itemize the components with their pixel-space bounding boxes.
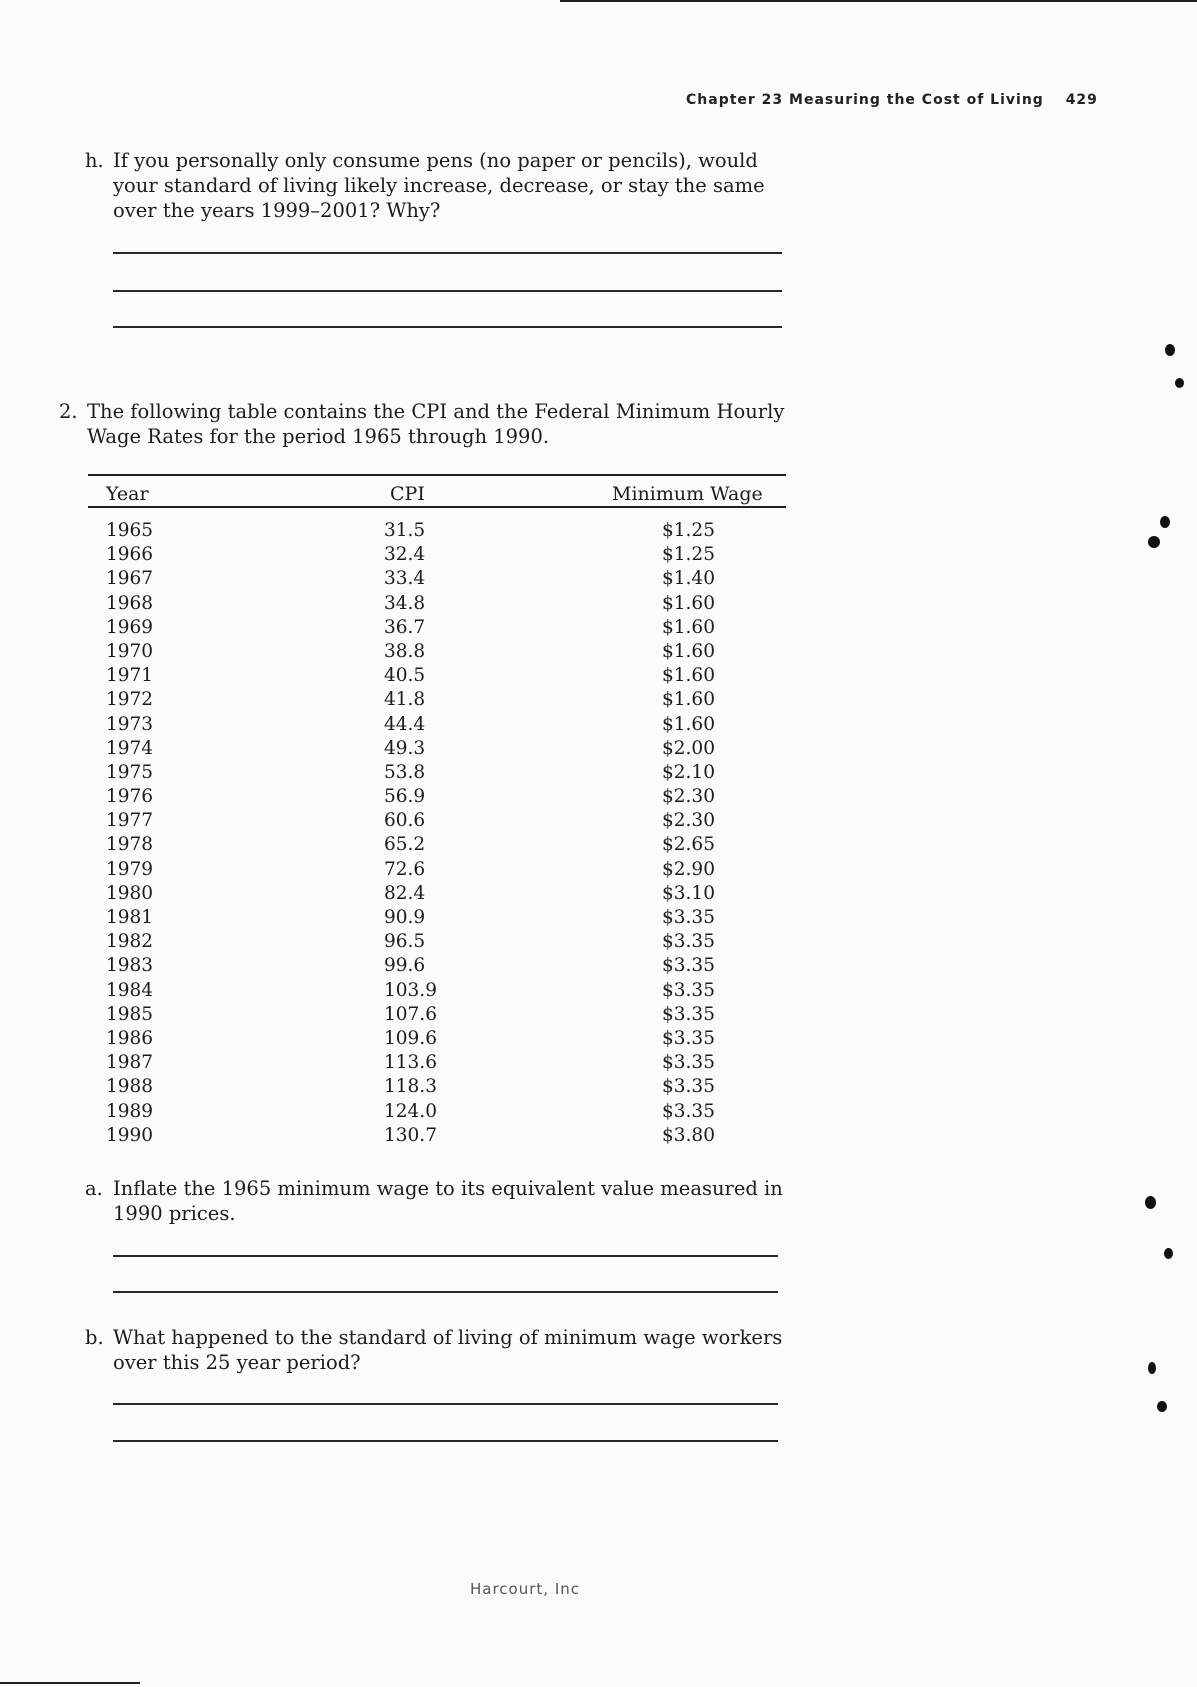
table-row (88, 762, 786, 786)
cell-cpi: 40.5 (384, 665, 426, 687)
answer-line[interactable] (113, 1255, 778, 1257)
cell-minimum-wage: $1.25 (662, 544, 715, 566)
table-body (88, 520, 786, 1149)
binder-mark (1165, 344, 1175, 356)
cell-cpi: 41.8 (384, 689, 426, 711)
table-row (88, 714, 786, 738)
cell-minimum-wage: $3.35 (662, 1076, 715, 1098)
cell-year: 1987 (106, 1052, 154, 1074)
cell-minimum-wage: $2.00 (662, 737, 715, 759)
table-row (88, 689, 786, 713)
cell-cpi: 65.2 (384, 834, 426, 856)
table-row (88, 810, 786, 834)
cell-minimum-wage: $3.80 (662, 1124, 715, 1146)
table-row (88, 544, 786, 568)
cell-year: 1985 (106, 1003, 154, 1025)
cell-year: 1971 (106, 665, 154, 687)
cell-minimum-wage: $1.60 (662, 640, 715, 662)
cell-cpi: 49.3 (384, 737, 426, 759)
cell-minimum-wage: $1.60 (662, 592, 715, 614)
question-h-label: h. (85, 149, 104, 172)
table-top-rule (88, 474, 786, 476)
question-b-text: What happened to the standard of living of minimum wage workers over this 25 year period? (113, 1326, 783, 1374)
cell-year: 1982 (106, 931, 154, 953)
cell-cpi: 124.0 (384, 1100, 437, 1122)
question-2-label: 2. (59, 400, 78, 423)
table-row (88, 593, 786, 617)
cell-year: 1988 (106, 1076, 154, 1098)
cell-minimum-wage: $2.90 (662, 858, 715, 880)
cell-minimum-wage: $1.60 (662, 665, 715, 687)
table-row (88, 1101, 786, 1125)
cell-cpi: 34.8 (384, 592, 426, 614)
cell-minimum-wage: $1.25 (662, 520, 715, 541)
cell-year: 1969 (106, 616, 154, 638)
cell-minimum-wage: $1.60 (662, 713, 715, 735)
cell-cpi: 113.6 (384, 1052, 437, 1074)
question-b (85, 1325, 789, 1375)
column-header-year: Year (106, 483, 149, 505)
cell-minimum-wage: $3.10 (662, 882, 715, 904)
cell-year: 1984 (106, 979, 154, 1001)
cell-minimum-wage: $3.35 (662, 907, 715, 928)
cell-cpi: 107.6 (384, 1003, 437, 1025)
question-a-label: a. (85, 1177, 103, 1200)
question-a (85, 1176, 789, 1226)
binder-mark (1175, 378, 1184, 388)
cell-minimum-wage: $3.35 (662, 979, 715, 1001)
cell-cpi: 44.4 (384, 713, 426, 735)
cell-minimum-wage: $3.35 (662, 955, 715, 977)
cell-year: 1976 (106, 786, 154, 808)
cell-minimum-wage: $3.35 (662, 1027, 715, 1049)
cell-year: 1980 (106, 882, 154, 904)
binder-mark (1148, 536, 1160, 548)
cell-year: 1990 (106, 1124, 154, 1146)
cell-year: 1975 (106, 761, 154, 783)
table-row (88, 980, 786, 1004)
cell-minimum-wage: $2.30 (662, 810, 715, 832)
top-rule (560, 0, 1197, 2)
table-row (88, 786, 786, 810)
binder-mark (1145, 1196, 1156, 1209)
cell-year: 1983 (106, 955, 154, 977)
table-row (88, 738, 786, 762)
cell-year: 1968 (106, 592, 154, 614)
table-row (88, 641, 786, 665)
table-row (88, 955, 786, 979)
table-row (88, 568, 786, 592)
table-row (88, 1004, 786, 1028)
cell-cpi: 72.6 (384, 858, 426, 880)
cell-year: 1978 (106, 834, 154, 856)
cell-minimum-wage: $2.30 (662, 786, 715, 808)
cell-minimum-wage: $2.65 (662, 834, 715, 856)
cell-minimum-wage: $2.10 (662, 761, 715, 783)
column-header-cpi: CPI (390, 483, 425, 505)
cell-cpi: 109.6 (384, 1027, 437, 1049)
chapter-title: Chapter 23 Measuring the Cost of Living (686, 92, 1044, 108)
cell-cpi: 31.5 (384, 520, 426, 541)
table-row (88, 1052, 786, 1076)
table-row (88, 859, 786, 883)
question-h (85, 148, 789, 223)
table-header-rule (88, 506, 786, 508)
page-number: 429 (1065, 92, 1098, 108)
cell-minimum-wage: $1.60 (662, 689, 715, 711)
cell-year: 1966 (106, 544, 154, 566)
running-header (686, 92, 1098, 108)
cell-cpi: 82.4 (384, 882, 426, 904)
cell-year: 1970 (106, 640, 154, 662)
cell-year: 1989 (106, 1100, 154, 1122)
question-a-text: Inflate the 1965 minimum wage to its equivalent value measured in 1990 prices. (113, 1177, 783, 1225)
cell-year: 1981 (106, 907, 154, 928)
table-row (88, 907, 786, 931)
binder-mark (1164, 1248, 1173, 1259)
binder-mark (1157, 1401, 1167, 1412)
table-row (88, 520, 786, 544)
cell-minimum-wage: $1.40 (662, 568, 715, 590)
table-row (88, 1125, 786, 1149)
cell-year: 1965 (106, 520, 154, 541)
answer-line[interactable] (113, 1291, 778, 1293)
table-row (88, 834, 786, 858)
cell-cpi: 33.4 (384, 568, 426, 590)
cell-cpi: 118.3 (384, 1076, 437, 1098)
answer-line[interactable] (113, 1440, 778, 1442)
cell-minimum-wage: $1.60 (662, 616, 715, 638)
cell-cpi: 38.8 (384, 640, 426, 662)
cell-cpi: 103.9 (384, 979, 437, 1001)
question-b-label: b. (85, 1326, 104, 1349)
question-2-text: The following table contains the CPI and the Federal Minimum Hourly Wage Rates for the period 1965 through 1990. (87, 400, 785, 448)
column-header-minimum-wage: Minimum Wage (612, 483, 763, 505)
cell-cpi: 90.9 (384, 907, 426, 928)
publisher-footer: Harcourt, Inc (470, 1580, 581, 1598)
cell-cpi: 130.7 (384, 1124, 437, 1146)
cell-year: 1979 (106, 858, 154, 880)
cell-year: 1967 (106, 568, 154, 590)
answer-line[interactable] (113, 1403, 778, 1405)
binder-mark (1160, 516, 1170, 528)
cell-cpi: 96.5 (384, 931, 426, 953)
cell-year: 1986 (106, 1027, 154, 1049)
binder-mark (1148, 1362, 1156, 1374)
cell-minimum-wage: $3.35 (662, 1100, 715, 1122)
cell-cpi: 56.9 (384, 786, 426, 808)
table-row (88, 665, 786, 689)
cell-cpi: 53.8 (384, 761, 426, 783)
table-row (88, 617, 786, 641)
question-2 (59, 399, 786, 449)
cell-cpi: 36.7 (384, 616, 426, 638)
answer-line[interactable] (113, 290, 782, 292)
cell-cpi: 32.4 (384, 544, 426, 566)
answer-line[interactable] (113, 326, 782, 328)
cell-year: 1974 (106, 737, 154, 759)
cell-cpi: 60.6 (384, 810, 426, 832)
cell-year: 1973 (106, 713, 154, 735)
cell-cpi: 99.6 (384, 955, 426, 977)
table-row (88, 883, 786, 907)
question-h-text: If you personally only consume pens (no paper or pencils), would your standard of living likely increase, decrease, or stay the same over the years 1999–2001? Why? (113, 149, 765, 222)
table-row (88, 1028, 786, 1052)
answer-line[interactable] (113, 252, 782, 254)
table-row (88, 931, 786, 955)
cell-year: 1977 (106, 810, 154, 832)
table-row (88, 1076, 786, 1100)
cell-year: 1972 (106, 689, 154, 711)
cell-minimum-wage: $3.35 (662, 1052, 715, 1074)
bottom-rule (0, 1682, 140, 1684)
cell-minimum-wage: $3.35 (662, 931, 715, 953)
cell-minimum-wage: $3.35 (662, 1003, 715, 1025)
